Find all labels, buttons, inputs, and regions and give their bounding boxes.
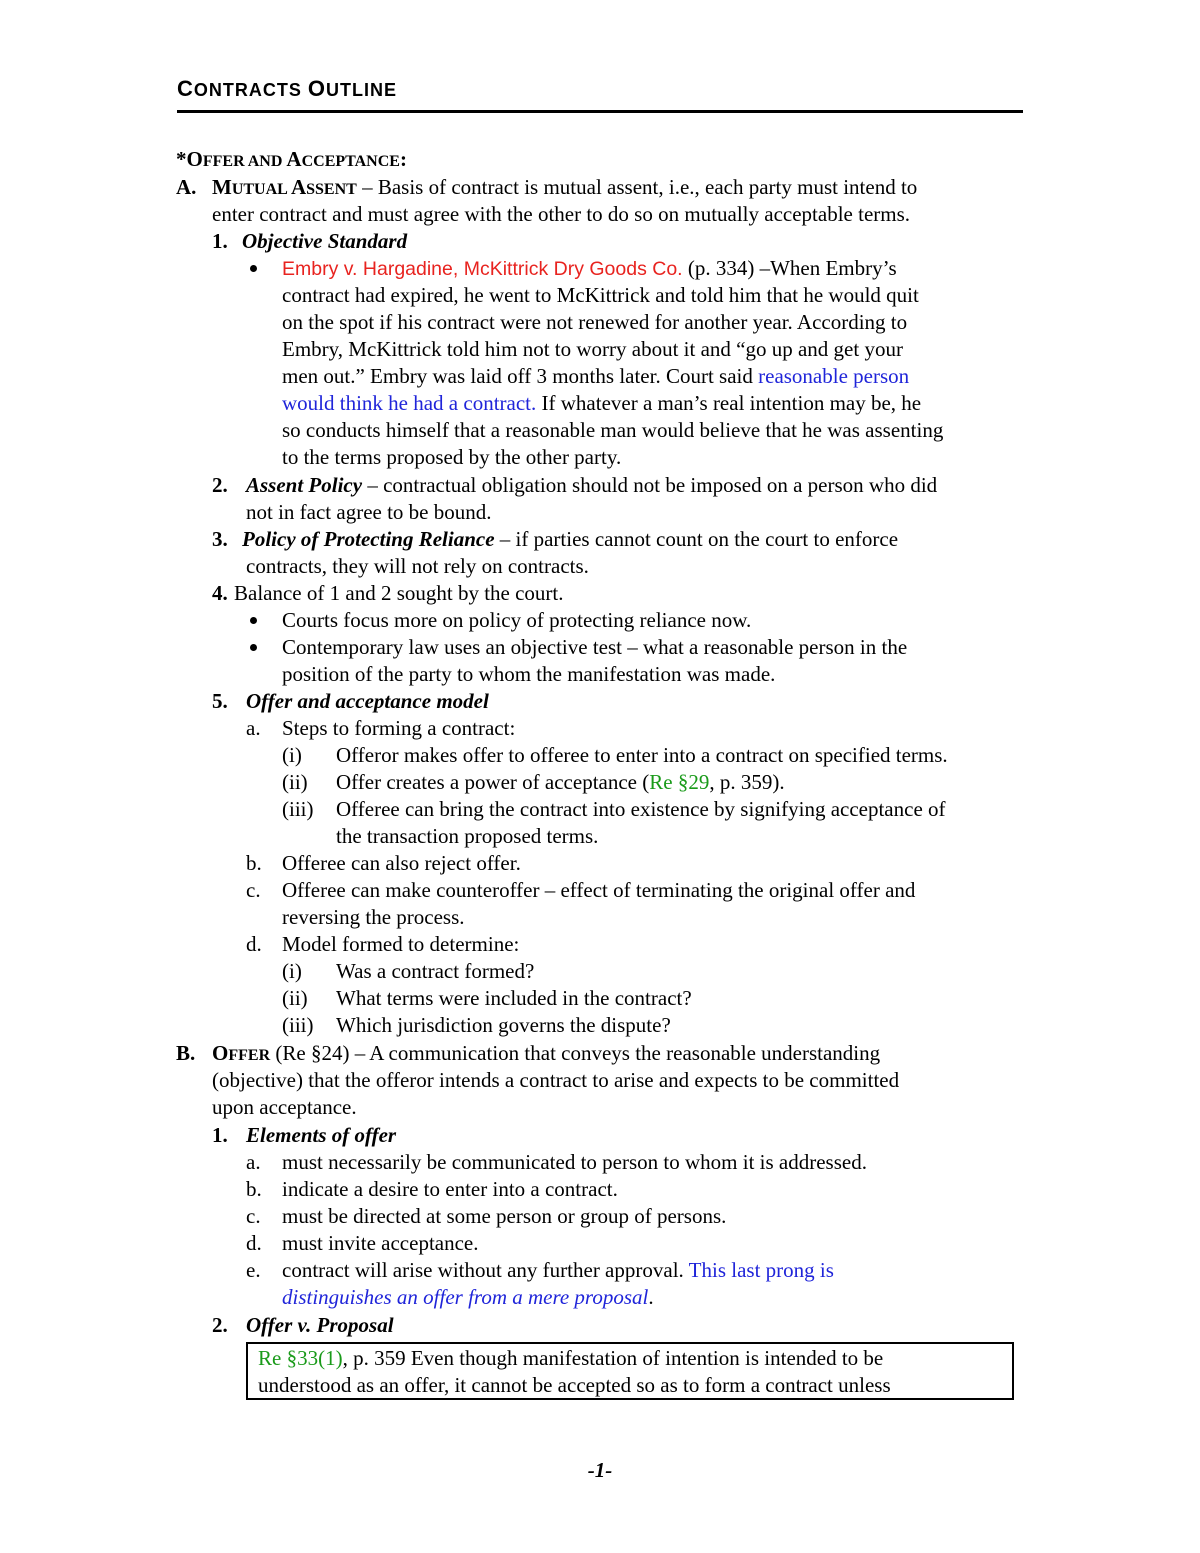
- case-line-5: men out.” Embry was laid off 3 months later. Court said reasonable person: [282, 364, 910, 388]
- section-heading: *OFFER AND ACCEPTANCE:: [176, 147, 407, 171]
- outline-letter-b: B.: [176, 1041, 196, 1065]
- determine-ii: What terms were included in the contract?: [336, 986, 692, 1010]
- reject-line: Offeree can also reject offer.: [282, 851, 521, 875]
- offer-line-1: OFFER (Re §24) – A communication that conveys the reasonable understanding: [212, 1041, 881, 1065]
- outline-letter-a: A.: [176, 175, 197, 199]
- roman-numeral: (i): [282, 743, 302, 767]
- item-number: 5.: [212, 689, 228, 713]
- sub-letter: b.: [246, 851, 262, 875]
- box-line-2: understood as an offer, it cannot be accepted so as to form a contract unless: [258, 1373, 891, 1397]
- model-line: Model formed to determine:: [282, 932, 520, 956]
- item-number: 1.: [212, 229, 228, 253]
- element-a: must necessarily be communicated to person to whom it is addressed.: [282, 1150, 867, 1174]
- case-line-3: on the spot if his contract were not renewed for another year. According to: [282, 310, 908, 334]
- element-c: must be directed at some person or group of persons.: [282, 1204, 727, 1228]
- determine-iii: Which jurisdiction governs the dispute?: [336, 1013, 671, 1037]
- item-number: 2.: [212, 473, 228, 497]
- sub-letter: c.: [246, 878, 261, 902]
- header-rule: [177, 110, 1023, 113]
- roman-numeral: (ii): [282, 770, 308, 794]
- step-i: Offeror makes offer to offeree to enter into a contract on specified terms.: [336, 743, 948, 767]
- step-iii-line-2: the transaction proposed terms.: [336, 824, 599, 848]
- bullet-icon: [250, 644, 257, 651]
- reliance-policy-line-2: contracts, they will not rely on contracts.: [246, 554, 589, 578]
- sub-letter: a.: [246, 716, 261, 740]
- item-number: 1.: [212, 1123, 228, 1147]
- document-title: CONTRACTS OUTLINE: [177, 76, 398, 101]
- element-d: must invite acceptance.: [282, 1231, 479, 1255]
- reliance-policy-line-1: Policy of Protecting Reliance – if parties cannot count on the court to enforce: [242, 527, 899, 551]
- roman-numeral: (i): [282, 959, 302, 983]
- case-line-8: to the terms proposed by the other party.: [282, 445, 622, 469]
- mutual-assent-line-1: MUTUAL ASSENT – Basis of contract is mutual assent, i.e., each party must intend to: [212, 175, 918, 199]
- steps-line: Steps to forming a contract:: [282, 716, 516, 740]
- element-e-line-2: distinguishes an offer from a mere proposal.: [282, 1285, 654, 1309]
- roman-numeral: (iii): [282, 797, 314, 821]
- balance-bullet-1: Courts focus more on policy of protecting reliance now.: [282, 608, 752, 632]
- mutual-assent-line-2: enter contract and must agree with the other to do so on mutually acceptable terms.: [212, 202, 911, 226]
- roman-numeral: (iii): [282, 1013, 314, 1037]
- page-number: -1-: [587, 1458, 613, 1482]
- element-b: indicate a desire to enter into a contract.: [282, 1177, 618, 1201]
- sub-letter: c.: [246, 1204, 261, 1228]
- sub-letter: b.: [246, 1177, 262, 1201]
- element-e-line-1: contract will arise without any further approval. This last prong is: [282, 1258, 834, 1282]
- elements-of-offer-heading: Elements of offer: [246, 1123, 397, 1147]
- bullet-icon: [250, 617, 257, 624]
- case-line-2: contract had expired, he went to McKittrick and told him that he would quit: [282, 283, 919, 307]
- determine-i: Was a contract formed?: [336, 959, 535, 983]
- assent-policy-line-2: not in fact agree to be bound.: [246, 500, 492, 524]
- balance-bullet-2-line-1: Contemporary law uses an objective test – what a reasonable person in the: [282, 635, 908, 659]
- item-number: 2.: [212, 1313, 228, 1337]
- objective-standard-heading: Objective Standard: [242, 229, 408, 253]
- item-number: 4.: [212, 581, 228, 605]
- item-number: 3.: [212, 527, 228, 551]
- counteroffer-line-1: Offeree can make counteroffer – effect of terminating the original offer and: [282, 878, 916, 902]
- case-line-7: so conducts himself that a reasonable man would believe that he was assenting: [282, 418, 944, 442]
- bullet-icon: [250, 265, 257, 272]
- offer-acceptance-model-heading: Offer and acceptance model: [246, 689, 489, 713]
- sub-letter: e.: [246, 1258, 261, 1282]
- balance-line: Balance of 1 and 2 sought by the court.: [234, 581, 564, 605]
- sub-letter: d.: [246, 1231, 262, 1255]
- assent-policy-line-1: Assent Policy – contractual obligation should not be imposed on a person who did: [246, 473, 938, 497]
- offer-v-proposal-heading: Offer v. Proposal: [246, 1313, 394, 1337]
- roman-numeral: (ii): [282, 986, 308, 1010]
- balance-bullet-2-line-2: position of the party to whom the manifestation was made.: [282, 662, 776, 686]
- box-line-1: Re §33(1), p. 359 Even though manifestation of intention is intended to be: [258, 1346, 884, 1370]
- sub-letter: a.: [246, 1150, 261, 1174]
- case-line-6: would think he had a contract. If whatever a man’s real intention may be, he: [282, 391, 922, 415]
- sub-letter: d.: [246, 932, 262, 956]
- case-name: Embry v. Hargadine, McKittrick Dry Goods Co.: [282, 258, 683, 280]
- step-iii-line-1: Offeree can bring the contract into existence by signifying acceptance of: [336, 797, 946, 821]
- offer-line-3: upon acceptance.: [212, 1095, 357, 1119]
- case-line-4: Embry, McKittrick told him not to worry about it and “go up and get your: [282, 337, 903, 361]
- step-ii: Offer creates a power of acceptance (Re §29, p. 359).: [336, 770, 785, 794]
- case-line-1: Embry v. Hargadine, McKittrick Dry Goods Co. (p. 334) –When Embry’s: [282, 256, 897, 280]
- counteroffer-line-2: reversing the process.: [282, 905, 465, 929]
- offer-line-2: (objective) that the offeror intends a contract to arise and expects to be committed: [212, 1068, 900, 1092]
